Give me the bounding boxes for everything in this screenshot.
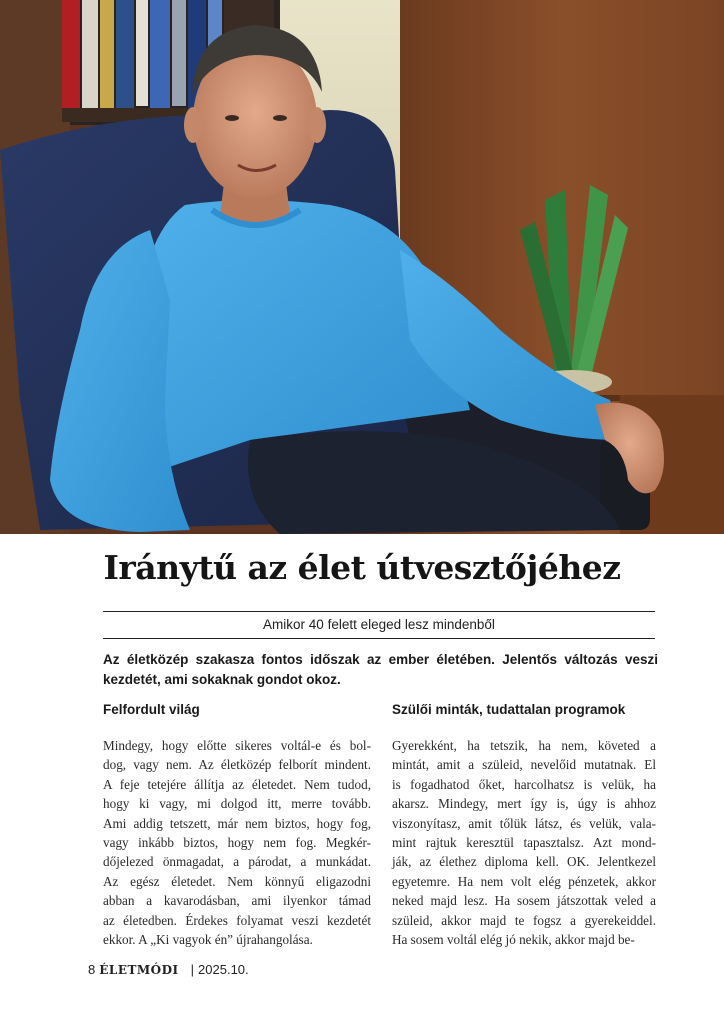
right-column-heading: Szülői minták, tudattalan programok [392,702,626,717]
article-headline: Iránytű az élet útvesztőjéhez [103,548,621,587]
text-line: mint rajtuk keresztül tapasztalsz. Azt mond- [392,835,656,851]
text-line: Gyerekként, ha tetszik, ha nem, követed a [392,738,656,753]
text-line: mintát, amit a szüleid, nevelőid mutatnak. El [392,757,656,773]
text-line: viszonyítasz, amit tőlük látsz, és velük, vala- [392,815,656,831]
text-line: szüleid, akkor majd te fogsz a gyerekeiddel. [392,912,656,928]
footer-separator: | [190,962,195,977]
text-line: akarsz. Mindegy, mert így is, úgy is ahhoz [392,796,656,812]
article-lead: Az életközép szakasza fontos időszak az ember életében. Jelentős változás veszi kezdetét, ami sokaknak gondot okoz. [103,652,658,687]
page-number: 8 [88,962,96,977]
magazine-logo: ÉLETMÓDI [99,963,179,977]
text-line: ekkor. A „Ki vagyok én” újrahangolása. [103,932,313,948]
text-line: vagy inkább biztos, hogy nem fog. Megkér- [103,835,371,851]
article-subtitle [103,611,655,639]
text-line: Az egész életedet. Nem könnyű eligazodni [103,873,371,889]
text-line: A feje tetejére állítja az életedet. Nem tudod, [103,776,371,792]
text-line: Ami addig tetszett, már nem biztos, hogy fog, [103,815,371,831]
text-line: ják, az élethez diploma kell. OK. Jelentkezel [392,854,656,870]
left-column-heading: Felfordult világ [103,702,200,717]
text-line: Ha sosem voltál elég jó nekik, akkor majd be- [392,932,635,948]
right-column-text [392,736,656,949]
page-footer [88,962,249,977]
text-line: dőjelezed önmagadat, a párodat, a munkádat. [103,854,371,870]
text-line: dog, vagy nem. Az életközép felborít mindent. [103,757,371,773]
text-line: egyetemre. Ha nem volt elég pénzetek, akkor [392,873,656,889]
text-line: neked majd lesz. Ha sosem játszottak veled a [392,893,656,909]
issue-date: 2025.10. [198,962,249,977]
text-line: az életedben. Érdekes folyamat veszi kezdetét [103,912,371,928]
text-line: hogy ki vagy, mi dolgod itt, merre tovább. [103,796,371,812]
text-line: is fogadhatod őket, harcolhatsz is velük, ha [392,776,656,792]
text-line: Mindegy, hogy előtte sikeres voltál-e és bol- [103,738,371,753]
left-column-text [103,736,371,949]
subtitle-text: Amikor 40 felett eleged lesz mindenből [263,617,495,632]
text-line: abban a kavarodásban, ami ilyenkor támad [103,893,371,909]
